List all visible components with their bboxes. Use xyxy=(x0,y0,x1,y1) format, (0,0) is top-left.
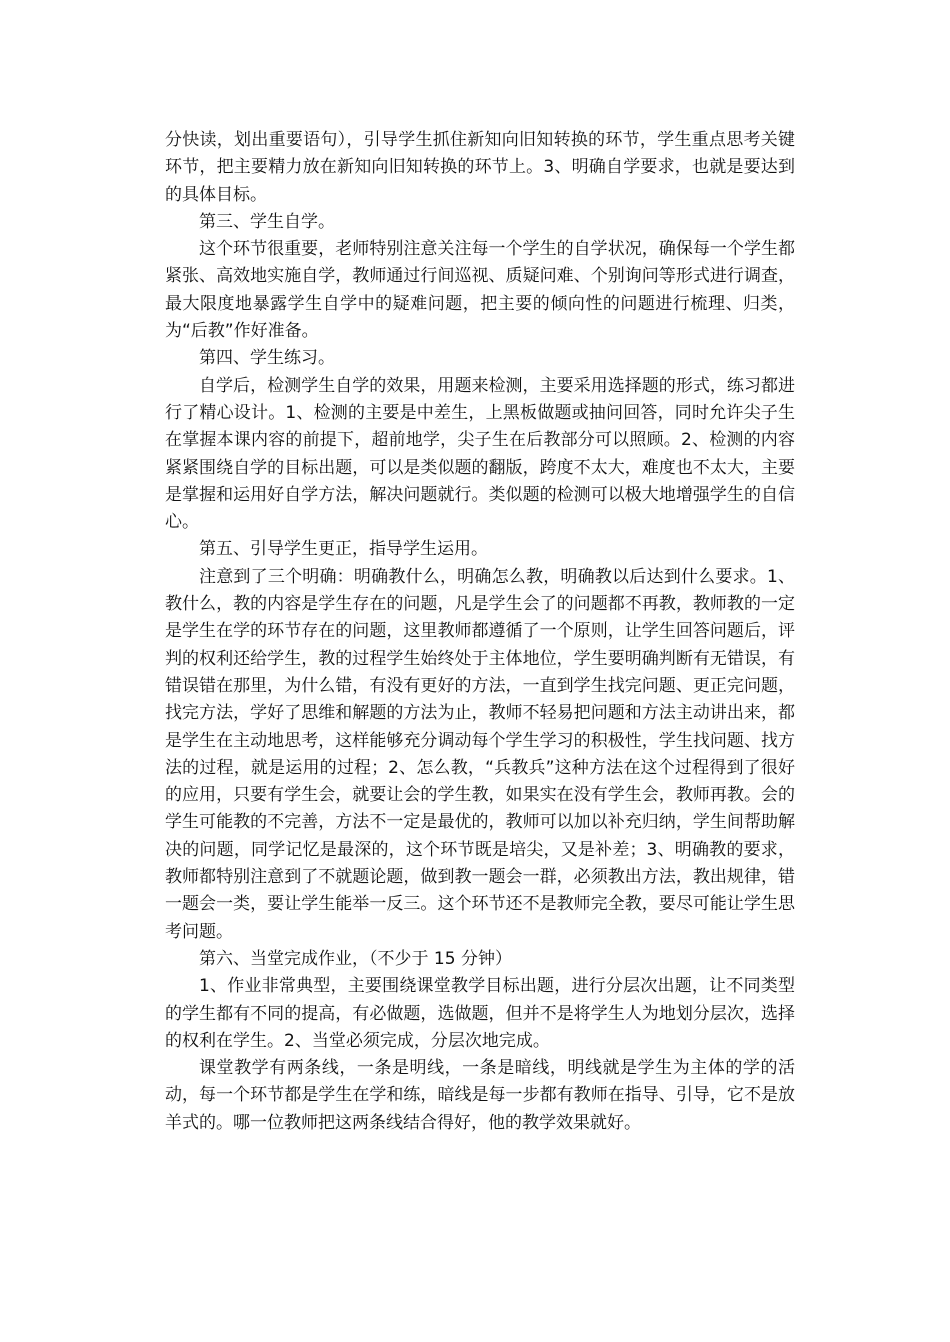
heading-step-four: 第四、学生练习。 xyxy=(199,348,335,369)
heading-step-six: 第六、当堂完成作业，（不少于 15 分钟） xyxy=(199,948,512,969)
paragraph-continuation: 分快读，划出重要语句），引导学生抓住新知向旧知转换的环节，学生重点思考关键环节，把主要精力放在新知向旧知转换的环节上。3、明确自学要求，也就是要达到的具体目标。 xyxy=(165,130,795,205)
paragraph-step-four: 自学后，检测学生自学的效果，用题来检测，主要采用选择题的形式，练习都进行了精心设计。1、检测的主要是中差生，上黑板做题或抽问回答，同时允许尖子生在掌握本课内容的前提下，超前地学，尖子生在后教部分可以照顾。2、检测的内容紧紧围绕自学的目标出题，可以是类似题的翻版，跨度不太大，难度也不太大，主要是掌握和运用好自学方法，解决问题就行。类似题的检测可以极大地增强学生的自信心。 xyxy=(165,375,795,533)
document-body xyxy=(165,127,795,1137)
heading-step-three: 第三、学生自学。 xyxy=(199,211,335,232)
paragraph-step-three: 这个环节很重要，老师特别注意关注每一个学生的自学状况，确保每一个学生都紧张、高效地实施自学，教师通过行间巡视、质疑问难、个别询问等形式进行调查，最大限度地暴露学生自学中的疑难问题，把主要的倾向性的问题进行梳理、归类，为“后教”作好准备。 xyxy=(165,239,795,342)
paragraph-step-five: 注意到了三个明确：明确教什么，明确怎么教，明确教以后达到什么要求。1、教什么，教的内容是学生存在的问题，凡是学生会了的问题都不再教，教师教的一定是学生在学的环节存在的问题，这里教师都遵循了一个原则，让学生回答问题后，评判的权利还给学生，教的过程学生始终处于主体地位，学生要明确判断有无错误，有错误错在那里，为什么错，有没有更好的方法，一直到学生找完问题、更正完问题，找完方法，学好了思维和解题的方法为止，教师不轻易把问题和方法主动讲出来，都是学生在主动地思考，这样能够充分调动每个学生学习的积极性，学生找问题、找方法的过程，就是运用的过程；2、怎么教，“兵教兵”这种方法在这个过程得到了很好的应用，只要有学生会，就要让会的学生教，如果实在没有学生会，教师再教。会的学生可能教的不完善，方法不一定是最优的，教师可以加以补充归纳，学生间帮助解决的问题，同学记忆是最深的，这个环节既是培尖，又是补差；3、明确教的要求，教师都特别注意到了不就题论题，做到教一题会一群，必须教出方法，教出规律，错一题会一类，要让学生能举一反三。这个环节还不是教师完全教，要尽可能让学生思考问题。 xyxy=(165,566,795,942)
paragraph-step-six: 1、作业非常典型，主要围绕课堂教学目标出题，进行分层次出题，让不同类型的学生都有不同的提高，有必做题，选做题，但并不是将学生人为地划分层次，选择的权利在学生。2、当堂必须完成，分层次地完成。 xyxy=(165,976,795,1051)
paragraph-summary: 课堂教学有两条线，一条是明线，一条是暗线，明线就是学生为主体的学的活动，每一个环节都是学生在学和练，暗线是每一步都有教师在指导、引导，它不是放羊式的。哪一位教师把这两条线结合得好，他的教学效果就好。 xyxy=(165,1058,795,1133)
heading-step-five: 第五、引导学生更正，指导学生运用。 xyxy=(199,539,488,560)
